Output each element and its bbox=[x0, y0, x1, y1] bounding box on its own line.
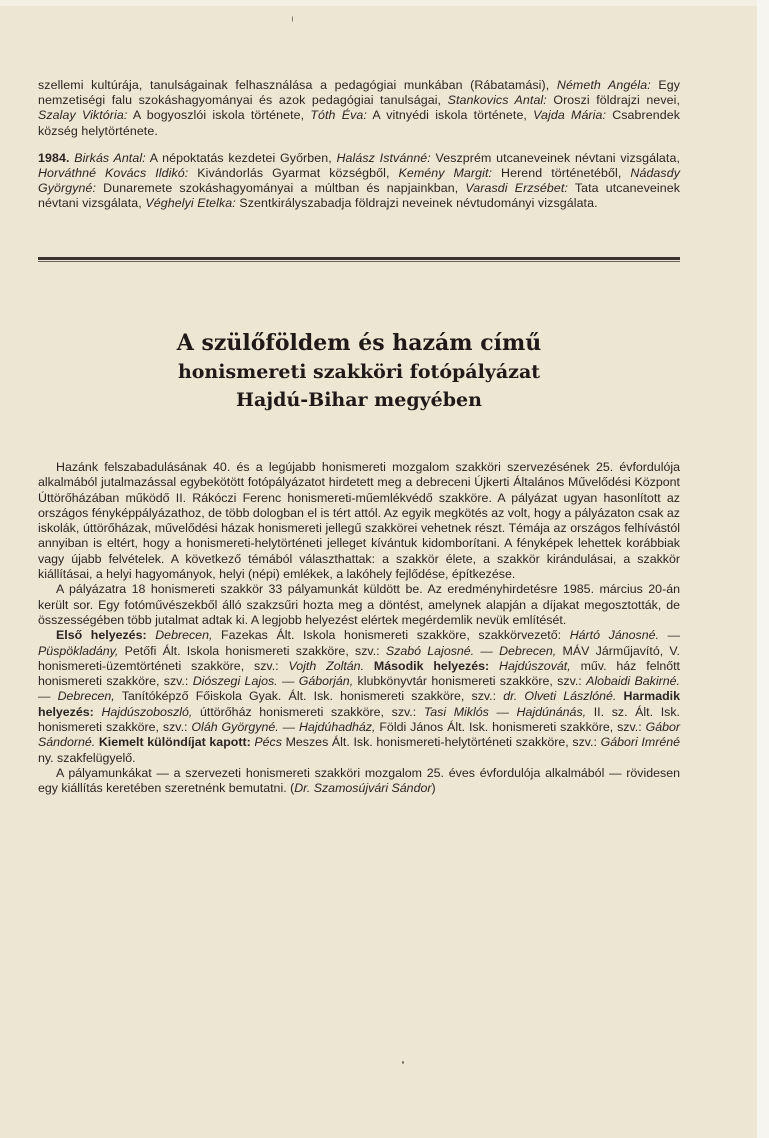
results-paragraph bbox=[38, 628, 680, 766]
leader-name: dr. Olveti Lászlóné. bbox=[503, 689, 617, 704]
article-paragraph-2: A pályázatra 18 honismereti szakkör 33 pályamunkát küldött be. Az eredményhirdetésre 1985. március 20-án került sor. Egy fotóművészekből álló szakzsűri hozta meg a döntést, amelynek alapján a díjakat megosztották, de összességében több jutalmat adtak ki. A legjobb helyezést elértek megérdemlik nevük említését. bbox=[38, 582, 680, 627]
previous-article-tail bbox=[38, 78, 680, 212]
special-prize-label: Kiemelt különdíjat kapott: bbox=[98, 735, 251, 750]
page-edge-right bbox=[757, 0, 769, 1138]
author-name: Varasdi Erzsébet: bbox=[465, 181, 568, 196]
author-name: Stankovics Antal: bbox=[447, 93, 547, 108]
text-span: A bogyoszlói iskola története, bbox=[132, 108, 305, 123]
author-name: Véghelyi Etelka: bbox=[145, 196, 236, 211]
leader-name: Tasi Miklós bbox=[423, 704, 489, 719]
place-name: Hajdúszoboszló, bbox=[101, 704, 193, 719]
scan-speck bbox=[402, 1061, 404, 1064]
text-span: műv. ház felnőtt honismereti szakköre, szv.: bbox=[38, 658, 680, 689]
place-name: Hajdúszovát, bbox=[499, 658, 571, 673]
leader-name: Szabó Lajosné. bbox=[385, 643, 475, 658]
scan-speck bbox=[292, 16, 293, 22]
author-name: Birkás Antal: bbox=[74, 150, 146, 165]
year-label: 1984. bbox=[38, 150, 70, 165]
second-place-label: Második helyezés: bbox=[373, 658, 490, 673]
title-line-2: honismereti szakköri fotópályázat bbox=[177, 361, 541, 383]
text-span: A népoktatás kezdetei Győrben, bbox=[149, 150, 332, 165]
article-body bbox=[38, 460, 680, 797]
leader-name: Gábori Imréné bbox=[600, 735, 680, 750]
place-name: — Hajdúnánás, bbox=[496, 704, 587, 719]
text-span: ) bbox=[431, 781, 436, 796]
text-span: A vitnyédi iskola története, bbox=[372, 108, 527, 123]
leader-name: Alobaidi Bakirné. bbox=[586, 674, 680, 689]
place-name: — Püspökladány, bbox=[38, 628, 680, 658]
author-name: Horváthné Kovács Ildikó: bbox=[38, 166, 189, 181]
place-name: Debrecen, bbox=[155, 628, 213, 643]
text-span: Földi János Ált. Isk. honismereti szakköre, szv.: bbox=[379, 720, 642, 735]
title-line-3: Hajdú-Bihar megyében bbox=[236, 389, 482, 411]
article-title bbox=[38, 328, 680, 414]
leader-name: Vojth Zoltán. bbox=[288, 658, 365, 673]
text-span: klubkönyvtár honismereti szakköre, szv.: bbox=[357, 674, 582, 689]
author-name: Tóth Éva: bbox=[310, 108, 367, 123]
text-span: Tanítóképző Főiskola Gyak. Ált. Isk. honismereti szakköre, szv.: bbox=[121, 689, 497, 704]
text-span: ny. szakfelügyelő. bbox=[38, 750, 136, 765]
text-span: Fazekas Ált. Iskola honismereti szakköre, szakkörvezető: bbox=[221, 628, 562, 643]
text-span: Herend történetéből, bbox=[501, 166, 622, 181]
paragraph-1 bbox=[38, 78, 680, 139]
text-span: MÁV Járműjavító, V. honismereti-üzemtörténeti szakköre, szv.: bbox=[38, 643, 680, 673]
text-span: Szentkirályszabadja földrajzi neveinek névtudományi vizsgálata. bbox=[239, 196, 598, 211]
leader-name: Hártó Jánosné. bbox=[569, 628, 659, 643]
author-name: Nádasdy Györgyné: bbox=[38, 166, 681, 196]
text-span: Tata utcaneveinek névtani vizsgálata, bbox=[38, 181, 680, 211]
text-span: Meszes Ált. Isk. honismereti-helytörténeti szakköre, szv.: bbox=[285, 735, 597, 750]
section-divider-thin bbox=[38, 261, 680, 262]
paragraph-1984 bbox=[38, 151, 680, 212]
title-line-1: A szülőföldem és hazám című bbox=[176, 330, 542, 356]
text-span: Csabrendek község helytörténete. bbox=[38, 108, 681, 138]
place-name: — Debrecen, bbox=[480, 643, 557, 658]
text-span: A pályamunkákat — a szervezeti honismereti szakköri mozgalom 25. éves évfordulója alkalmából — rövidesen egy kiállítás keretében szeretnénk bemutatni. ( bbox=[38, 765, 680, 796]
leader-name: Diószegi Lajos. bbox=[192, 674, 278, 689]
text-span: II. sz. Ált. Isk. honismereti szakköre, szv.: bbox=[38, 704, 680, 735]
text-span: szellemi kultúrája, tanulságainak felhasználása a pedagógiai munkában (Rábatamási), bbox=[38, 78, 550, 92]
author-name: Szalay Viktória: bbox=[38, 108, 128, 123]
article-paragraph-1: Hazánk felszabadulásának 40. és a legújabb honismereti mozgalom szakköri szervezésének 25. évfordulója alkalmából jutalmazással egybekötött fotópályázatot hirdetett meg a debreceni Újkerti Általános Művelődési Központ Úttörőházában működő II. Rákóczi Ferenc honismereti-műemlékvédő szakköre. A pályázat ugyan hasonlított az országos fényképpályázathoz, de több dologban el is tért attól. Az egyik megkötés az volt, hogy a pályázaton csak az iskolák, úttörőházak, művelődési házak honismereti jellegű szakkörei vehetnek részt. Témája az országos felhívástól annyiban is eltért, hogy a honismereti-helytörténeti jelleget kívántuk kidomborítani. A fényképek lehettek korábbiak vagy újabb felvételek. A következő témából választhattak: a szakkör élete, a szakkör kirándulásai, a szakkör kiállításai, a helyi hagyományok, helyi (népi) emlékek, a lakóhely fejlődése, építkezése. bbox=[38, 460, 680, 582]
author-name: Vajda Mária: bbox=[533, 108, 607, 123]
place-name: — Hajdúhadház, bbox=[282, 720, 376, 735]
leader-name: Gábor Sándorné. bbox=[38, 720, 681, 750]
first-place-label: Első helyezés: bbox=[56, 628, 147, 643]
author-name: Németh Angéla: bbox=[556, 78, 651, 92]
page-edge-top bbox=[0, 0, 769, 6]
text-span: Dunaremete szokáshagyományai a múltban és napjainkban, bbox=[103, 181, 459, 196]
author-name: Kemény Margit: bbox=[398, 166, 493, 181]
leader-name: Oláh Györgyné. bbox=[191, 720, 279, 735]
place-name: — Debrecen, bbox=[38, 689, 115, 704]
text-span: Oroszi földrajzi nevei, bbox=[553, 93, 681, 108]
article-author: Dr. Szamosújvári Sándor bbox=[294, 781, 432, 796]
text-span: Petőfi Ált. Iskola honismereti szakköre, szv.: bbox=[124, 643, 380, 658]
text-span: Egy nemzetiségi falu szokáshagyományai és azok pedagógiai tanulságai, bbox=[38, 78, 681, 108]
text-span: Veszprém utcaneveinek névtani vizsgálata, bbox=[435, 150, 680, 165]
author-name: Halász Istvánné: bbox=[336, 150, 431, 165]
place-name: — Gáborján, bbox=[281, 674, 354, 689]
section-divider bbox=[38, 257, 680, 260]
third-place-label: Harmadik helyezés: bbox=[38, 689, 680, 719]
text-span: úttörőház honismereti szakköre, szv.: bbox=[200, 704, 417, 719]
text-span: Kivándorlás Gyarmat községből, bbox=[197, 166, 390, 181]
closing-paragraph bbox=[38, 766, 680, 797]
place-name: Pécs bbox=[254, 735, 282, 750]
